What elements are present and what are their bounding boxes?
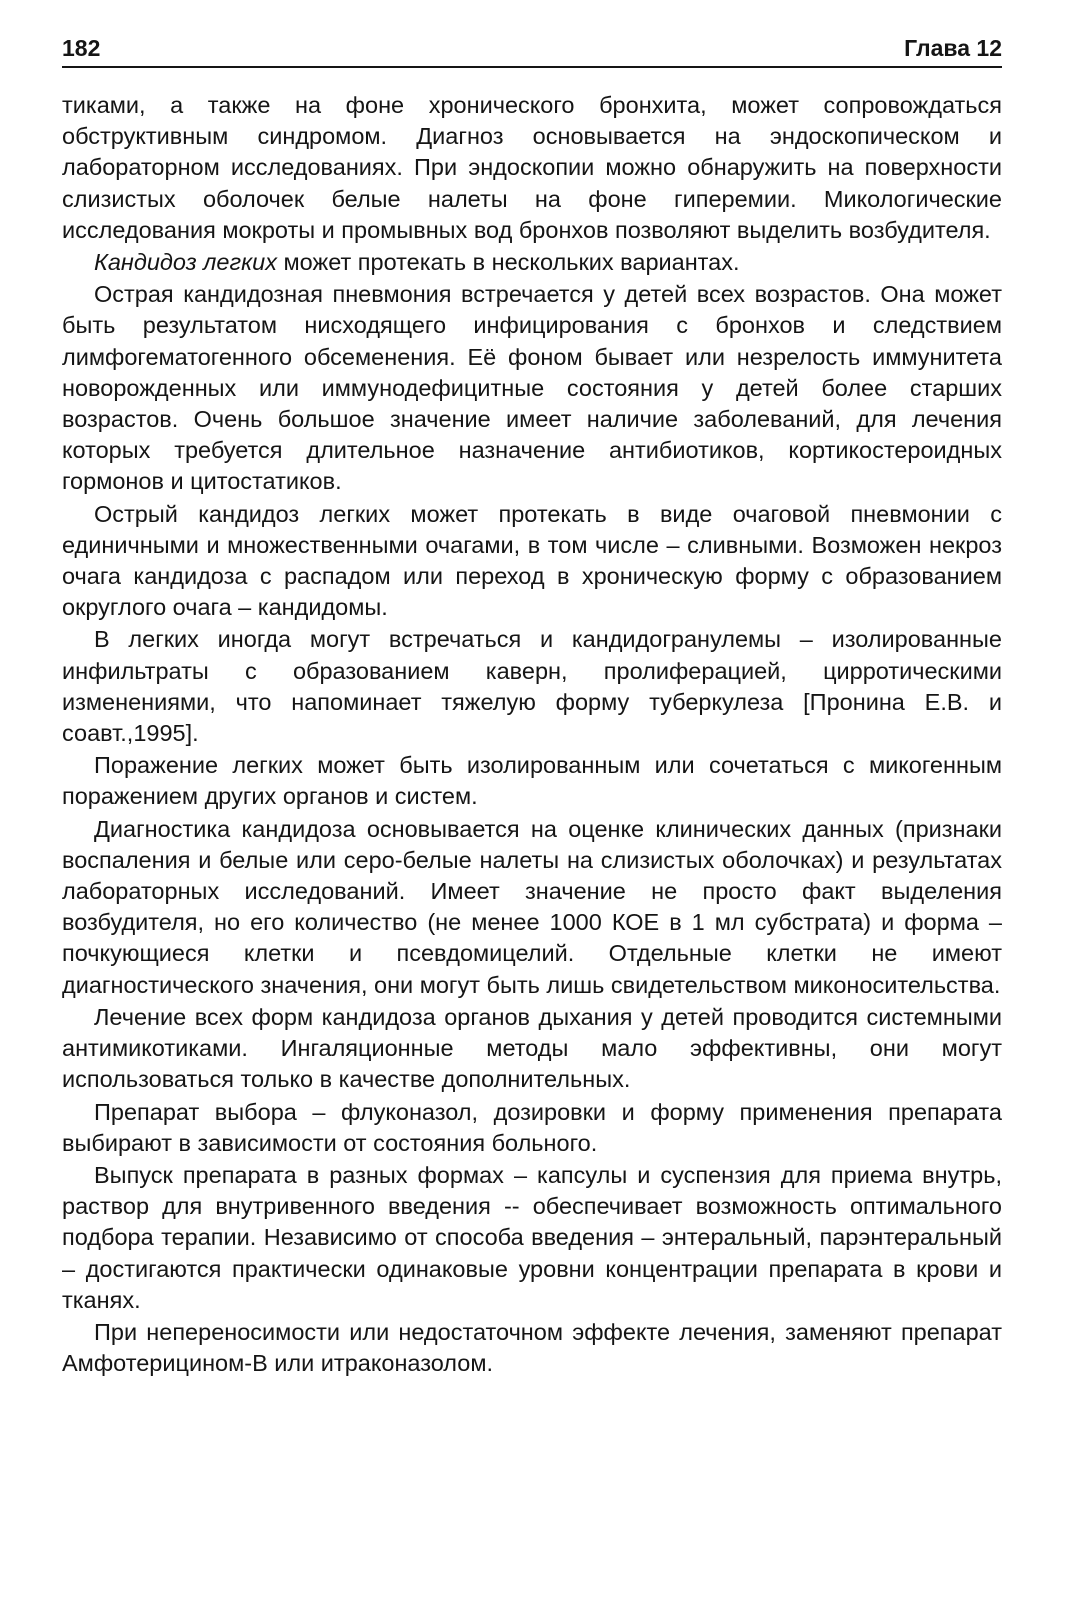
paragraph-2-emphasis: Кандидоз легких — [94, 249, 277, 276]
paragraph-4: Острый кандидоз легких может протекать в виде очаговой пневмонии с единичными и множественными очагами, в том числе – сливными. Возможен некроз очага кандидоза с распадом или переход в хроническую форму с образованием округлого очага – кандидомы. — [62, 500, 1002, 621]
running-head — [62, 34, 1002, 68]
paragraph-6: Поражение легких может быть изолированным или сочетаться с микогенным поражением других органов и систем. — [62, 752, 1002, 810]
paragraph-10: Выпуск препарата в разных формах – капсулы и суспензия для приема внутрь, раствор для внутривенного введения -- обеспечивает возможность оптимального подбора терапии. Независимо от способа введения – энтеральный, парэнтеральный – достигаются практически одинаковые уровни концентрации препарата в крови и тканях. — [62, 1161, 1002, 1313]
paragraph-8: Лечение всех форм кандидоза органов дыхания у детей проводится системными антимикотиками. Ингаляционные методы мало эффективны, они могут использоваться только в качестве дополнительных. — [62, 1003, 1002, 1093]
paragraph-9: Препарат выбора – флуконазол, дозировки и форму применения препарата выбирают в зависимости от состояния больного. — [62, 1098, 1002, 1156]
paragraph-5: В легких иногда могут встречаться и кандидогранулемы – изолированные инфильтраты с образованием каверн, пролиферацией, цирротическими изменениями, что напоминает тяжелую форму туберкулеза [Пронина Е.В. и соавт.,1995]. — [62, 626, 1002, 747]
paragraph-11: При непереносимости или недостаточном эффекте лечения, заменяют препарат Амфотерицином-В или итраконазолом. — [62, 1318, 1002, 1377]
paragraph-2-text: может протекать в нескольких вариантах. — [277, 249, 740, 276]
book-page — [62, 34, 1002, 1379]
page-number: 182 — [62, 35, 101, 61]
paragraph-7: Диагностика кандидоза основывается на оценке клинических данных (признаки воспаления и белые или серо-белые налеты на слизистых оболочках) и результатах лабораторных исследований. Имеет значение не просто факт выделения возбудителя, но его количество (не менее 1000 КОЕ в 1 мл субстрата) и форма – почкующиеся клетки и псевдомицелий. Отдельные клетки не имеют диагностического значения, они могут быть лишь свидетельством миконосительства. — [62, 815, 1002, 998]
paragraph-1: тиками, а также на фоне хронического бронхита, может сопровождаться обструктивным синдромом. Диагноз основывается на эндоскопическом и лабораторном исследованиях. При эндоскопии можно обнаружить на поверхности слизистых оболочек белые налеты на фоне гиперемии. Микологические исследования мокроты и промывных вод бронхов позволяют выделить возбудителя. — [62, 92, 1002, 243]
paragraph-2 — [62, 247, 1002, 278]
chapter-title: Глава 12 — [904, 35, 1002, 61]
body-text — [62, 90, 1002, 1379]
paragraph-3: Острая кандидозная пневмония встречается у детей всех возрастов. Она может быть результатом нисходящего инфицирования с бронхов и следствием лимфогематогенного обсеменения. Её фоном бывает или незрелость иммунитета новорожденных или иммунодефицитные состояния у детей более старших возрастов. Очень большое значение имеет наличие заболеваний, для лечения которых требуется длительное назначение антибиотиков, кортикостероидных гормонов и цитостатиков. — [62, 281, 1002, 495]
